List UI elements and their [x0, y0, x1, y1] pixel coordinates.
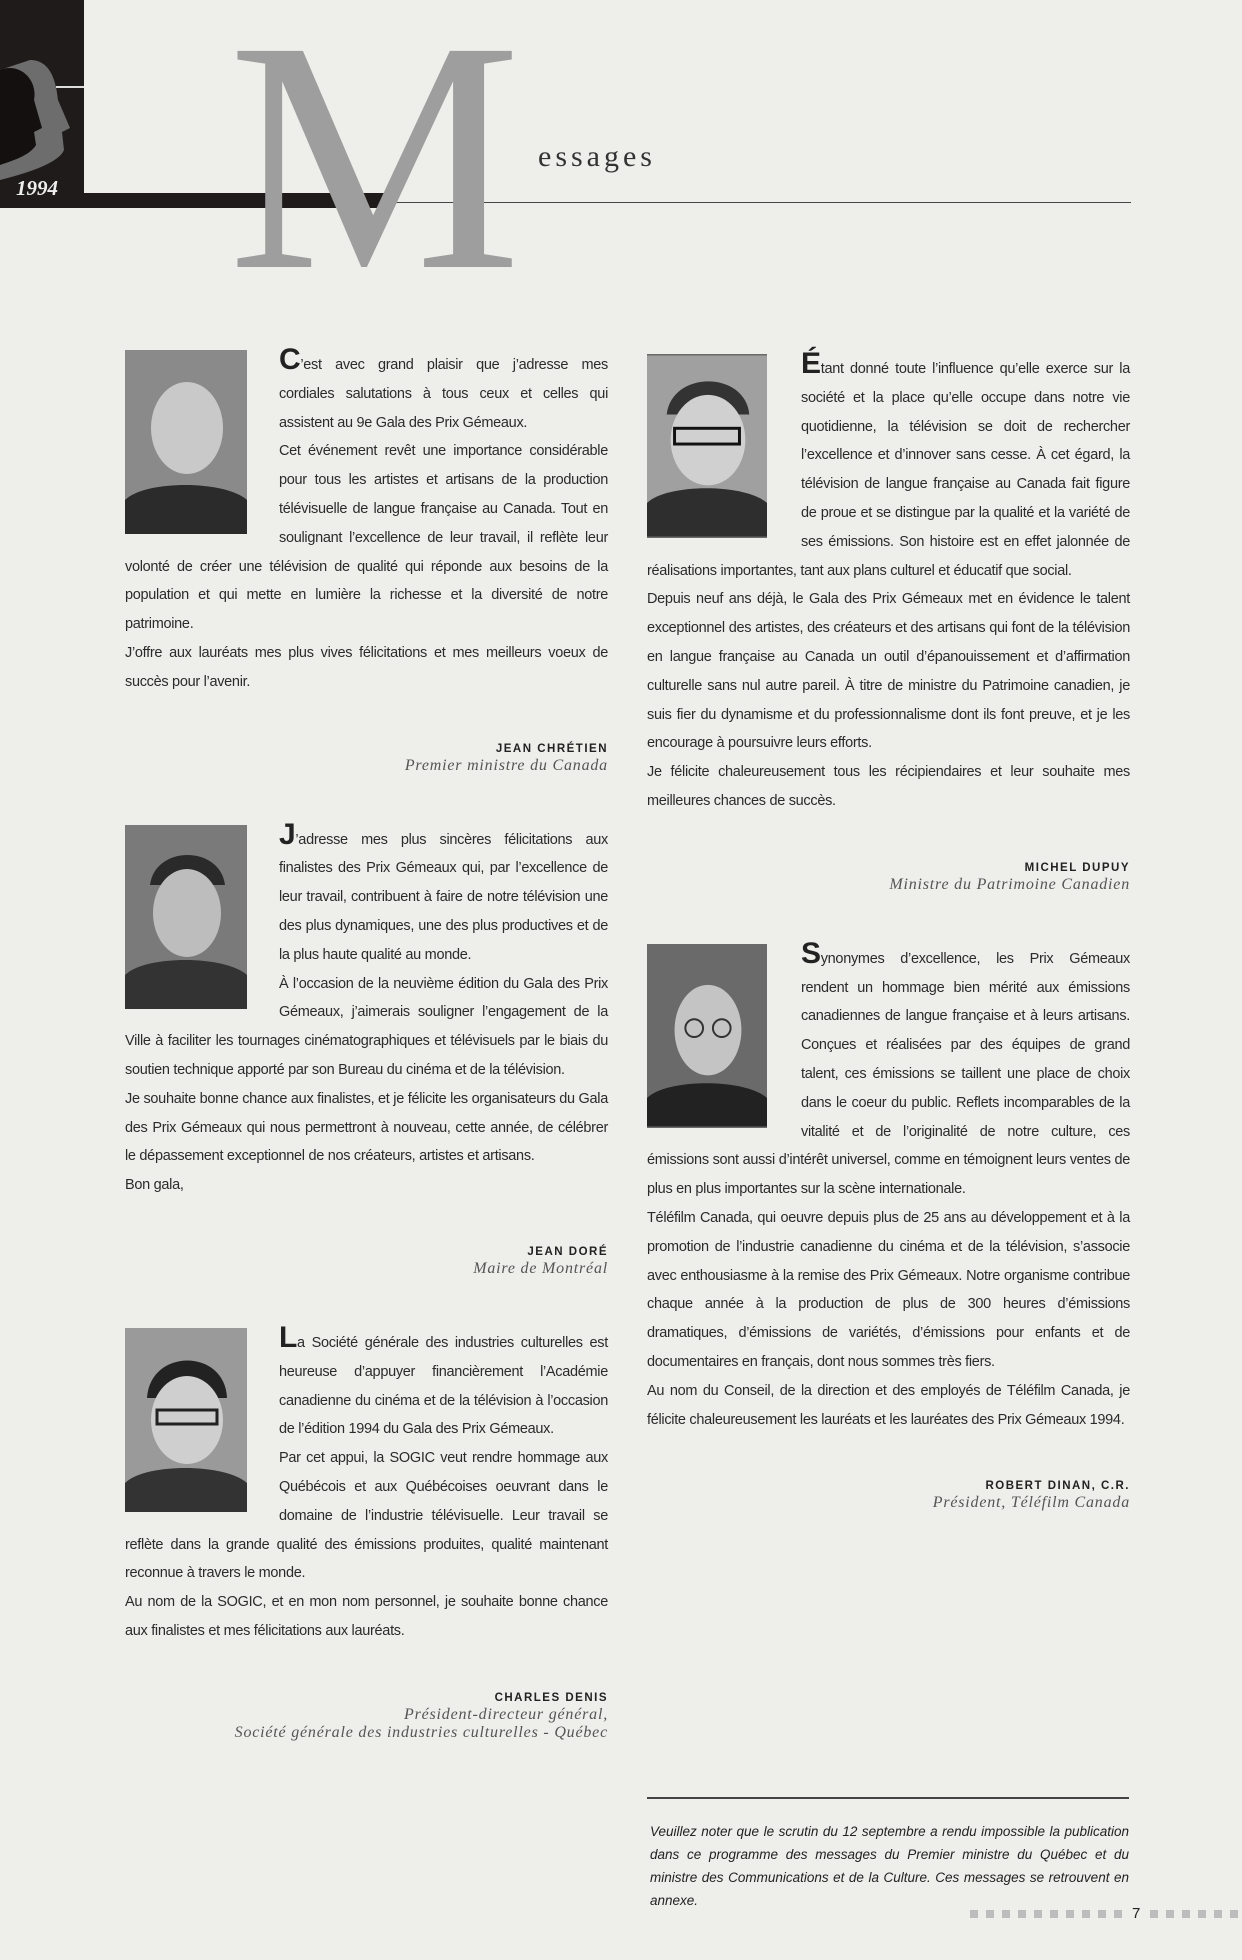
message-dupuy: Étant donné toute l’influence qu’elle exerce sur la société et la place qu’elle occupe dans notre vie quotidienne, la télévision se doit de rechercher l’excellence et d’innover sans cesse. À cet égard, la télévision de langue française au Canada fait figure de proue et se distingue par la qualité et la variété de ses émissions. Son histoire est en effet jalonnée de réalisations importantes, tant aux plans culturel et éducatif que social. Depuis neuf ans déjà, le Gala des Prix Gémeaux met en évidence le talent exceptionnel des artistes, des créateurs et des artisans qui font de la télévision en langue française au Canada un outil d’épanouissement et d’affirmation culturelle sans nul autre pareil. À titre de ministre du Patrimoine canadien, je suis fier du dynamisme et du professionnalisme dont ils font preuve, et je les encourage à poursuivre leurs efforts. Je félicite chaleureusement tous les récipiendaires et leur souhaite mes meilleures chances de succès.: [647, 354, 1130, 816]
signature-denis: CHARLES DENIS Président-directeur général, Société générale des industries culturelles - Québec: [234, 1691, 608, 1741]
signature-dupuy: MICHEL DUPUY Ministre du Patrimoine Canadien: [889, 861, 1130, 893]
portrait-photo: [647, 354, 767, 538]
paragraph: tant donné toute l’influence qu’elle exerce sur la société et la place qu’elle occupe dans notre vie quotidienne, la télévision se doit de rechercher l’excellence et d’innover sans cesse. À cet égard, la télévision de langue française au Canada fait figure de proue et se distingue par la qualité et la variété de ses émissions. Son histoire est en effet jalonnée de réalisations importantes, tant aux plans culturel et éducatif que social.: [647, 361, 1130, 579]
page-number: 7: [1132, 1905, 1141, 1922]
portrait-photo: [125, 1328, 247, 1512]
signature-dore: JEAN DORÉ Maire de Montréal: [473, 1245, 608, 1277]
message-chretien: C’est avec grand plaisir que j’adresse mes cordiales salutations à tous ceux et celles qui assistent au 9e Gala des Prix Gémeaux. Cet événement revêt une importance considérable pour tous les artistes et artisans de la production télévisuelle de langue française au Canada. Tout en soulignant l’excellence de leur travail, il reflète leur volonté de créer une télévision de qualité qui réponde aux besoins de la population et qui mette en lumière la richesse et la diversité de notre patrimoine. J’offre aux lauréats mes plus vives félicitations et mes meilleurs voeux de succès pour l’avenir.: [125, 350, 608, 697]
left-column: [125, 343, 608, 1742]
message-denis: La Société générale des industries culturelles est heureuse d’appuyer financièrement l’Académie canadienne du cinéma et de la télévision à l’occasion de l’édition 1994 du Gala des Prix Gémeaux. Par cet appui, la SOGIC veut rendre hommage aux Québécois et aux Québécoises oeuvrant dans le domaine de l’industrie télévisuelle. Leur travail se reflète dans la grande qualité des émissions produites, qualité maintenant reconnue à travers le monde. Au nom de la SOGIC, et en mon nom personnel, je souhaite bonne chance aux finalistes et mes félicitations aux lauréats.: [125, 1328, 608, 1646]
paragraph: Je souhaite bonne chance aux finalistes, et je félicite les organisateurs du Gala des Prix Gémeaux qui nous permettront à nouveau, cette année, de célébrer le dépassement exceptionnel de nos créateurs, artistes et artisans.: [125, 1090, 608, 1165]
portrait-photo: [125, 350, 247, 534]
signature-chretien: JEAN CHRÉTIEN Premier ministre du Canada: [404, 742, 608, 774]
annex-note: Veuillez noter que le scrutin du 12 septembre a rendu impossible la publication dans ce programme des messages du Premier ministre du Québec et du ministre des Communications et de la Culture. Ces messages se retrouvent en annexe.: [650, 1824, 1129, 1908]
paragraph: Cet événement revêt une importance considérable pour tous les artistes et artisans de la production télévisuelle de langue française au Canada. Tout en soulignant l’excellence de leur travail, il reflète leur volonté de créer une télévision de qualité qui réponde aux besoins de la population et qui mette en lumière la richesse et la diversité de notre patrimoine.: [125, 443, 608, 633]
paragraph: Depuis neuf ans déjà, le Gala des Prix Gémeaux met en évidence le talent exceptionnel des artistes, des créateurs et des artisans qui font de la télévision en langue française au Canada un outil d’épanouissement et d’affirmation culturelle sans nul autre pareil. À titre de ministre du Patrimoine canadien, je suis fier du dynamisme et du professionnalisme dont ils font preuve, et je les encourage à poursuivre leurs efforts.: [647, 591, 1130, 752]
message-dore: J’adresse mes plus sincères félicitations aux finalistes des Prix Gémeaux qui, par l’excellence de leur travail, contribuent à faire de notre télévision une des plus dynamiques, une des plus productives et de la plus haute qualité au monde. À l’occasion de la neuvième édition du Gala des Prix Gémeaux, j’aimerais souligner l’engagement de la Ville à faciliter les tournages cinématographiques et télévisuels par le biais du soutien technique apporté par son Bureau du cinéma et de la télévision. Je souhaite bonne chance aux finalistes, et je félicite les organisateurs du Gala des Prix Gémeaux qui nous permettront à nouveau, cette année, de célébrer le dépassement exceptionnel de nos créateurs, artistes et artisans. Bon gala,: [125, 825, 608, 1200]
message-dinan: Synonymes d’excellence, les Prix Gémeaux rendent un hommage bien mérité aux émissions canadiennes de langue française et à leurs artisans. Conçues et réalisées par des équipes de grand talent, ces émissions se taillent une place de choix dans le coeur du public. Reflets incomparables de la vitalité et de l’originalité de notre culture, ces émissions sont aussi d’intérêt universel, comme en témoignent leurs ventes de plus en plus importantes sur la scène internationale. Téléfilm Canada, qui oeuvre depuis plus de 25 ans au développement et à la promotion de l’industrie canadienne du cinéma et de la télévision, s’associe avec enthousiasme à la remise des Prix Gémeaux. Notre organisme contribue chaque année à la production de plus de 300 heures d’émissions dramatiques, d’émissions de variétés, d’émissions pour enfants et de documentaires en français, dont nous sommes très fiers. Au nom du Conseil, de la direction et des employés de Téléfilm Canada, je félicite chaleureusement les lauréats et les lauréates des Prix Gémeaux 1994.: [647, 944, 1130, 1435]
signature-dinan: ROBERT DINAN, C.R. Président, Téléfilm Canada: [932, 1480, 1130, 1512]
paragraph: Bon gala,: [125, 1177, 184, 1194]
paragraph: ynonymes d’excellence, les Prix Gémeaux rendent un hommage bien mérité aux émissions canadiennes de langue française et à leurs artisans. Conçues et réalisées par des équipes de grand talent, ces émissions se taillent une place de choix dans le coeur du public. Reflets incomparables de la vitalité et de l’originalité de notre culture, ces émissions sont aussi d’intérêt universel, comme en témoignent leurs ventes de plus en plus importantes sur la scène internationale.: [647, 950, 1130, 1198]
paragraph: ’est avec grand plaisir que j’adresse mes cordiales salutations à tous ceux et celles qui assistent au 9e Gala des Prix Gémeaux.: [279, 357, 608, 431]
right-column: [647, 347, 1130, 1512]
portrait-photo: [125, 825, 247, 1009]
paragraph: ’adresse mes plus sincères félicitations aux finalistes des Prix Gémeaux qui, par l’excellence de leur travail, contribuent à faire de notre télévision une des plus dynamiques, une des plus productives et de la plus haute qualité au monde.: [279, 831, 608, 963]
paragraph: J’offre aux lauréats mes plus vives félicitations et mes meilleurs voeux de succès pour l’avenir.: [125, 644, 608, 690]
portrait-photo: [647, 944, 767, 1128]
year-label: 1994: [16, 176, 58, 200]
paragraph: Téléfilm Canada, qui oeuvre depuis plus de 25 ans au développement et à la promotion de l’industrie canadienne du cinéma et de la télévision, s’associe avec enthousiasme à la remise des Prix Gémeaux. Notre organisme contribue chaque année à la production de plus de 300 heures d’émissions dramatiques, d’émissions de variétés, d’émissions pour enfants et de documentaires en français, dont nous sommes très fiers.: [647, 1209, 1130, 1370]
paragraph: Au nom de la SOGIC, et en mon nom personnel, je souhaite bonne chance aux finalistes et mes félicitations aux lauréats.: [125, 1594, 608, 1639]
logo-tick-line: [56, 86, 84, 88]
paragraph: À l’occasion de la neuvième édition du Gala des Prix Gémeaux, j’aimerais souligner l’engagement de la Ville à faciliter les tournages cinématographiques et télévisuels par le biais du soutien technique apporté par son Bureau du cinéma et de la télévision.: [125, 975, 608, 1078]
paragraph: Je félicite chaleureusement tous les récipiendaires et leur souhaite mes meilleures chances de succès.: [647, 764, 1130, 809]
title-initial: M: [228, 0, 522, 339]
page-footer: [970, 1905, 1242, 1922]
paragraph: Par cet appui, la SOGIC veut rendre hommage aux Québécois et aux Québécoises oeuvrant dans le domaine de l’industrie télévisuelle. Leur travail se reflète dans la grande qualité des émissions produites, qualité maintenant reconnue à travers le monde.: [125, 1450, 608, 1582]
page-title: essages: [538, 140, 656, 173]
paragraph: Au nom du Conseil, de la direction et des employés de Téléfilm Canada, je félicite chaleureusement les lauréats et les lauréates des Prix Gémeaux 1994.: [647, 1382, 1130, 1428]
paragraph: a Société générale des industries culturelles est heureuse d’appuyer financièrement l’Académie canadienne du cinéma et de la télévision à l’occasion de l’édition 1994 du Gala des Prix Gémeaux.: [279, 1334, 608, 1438]
note-divider: [647, 1797, 1129, 1799]
